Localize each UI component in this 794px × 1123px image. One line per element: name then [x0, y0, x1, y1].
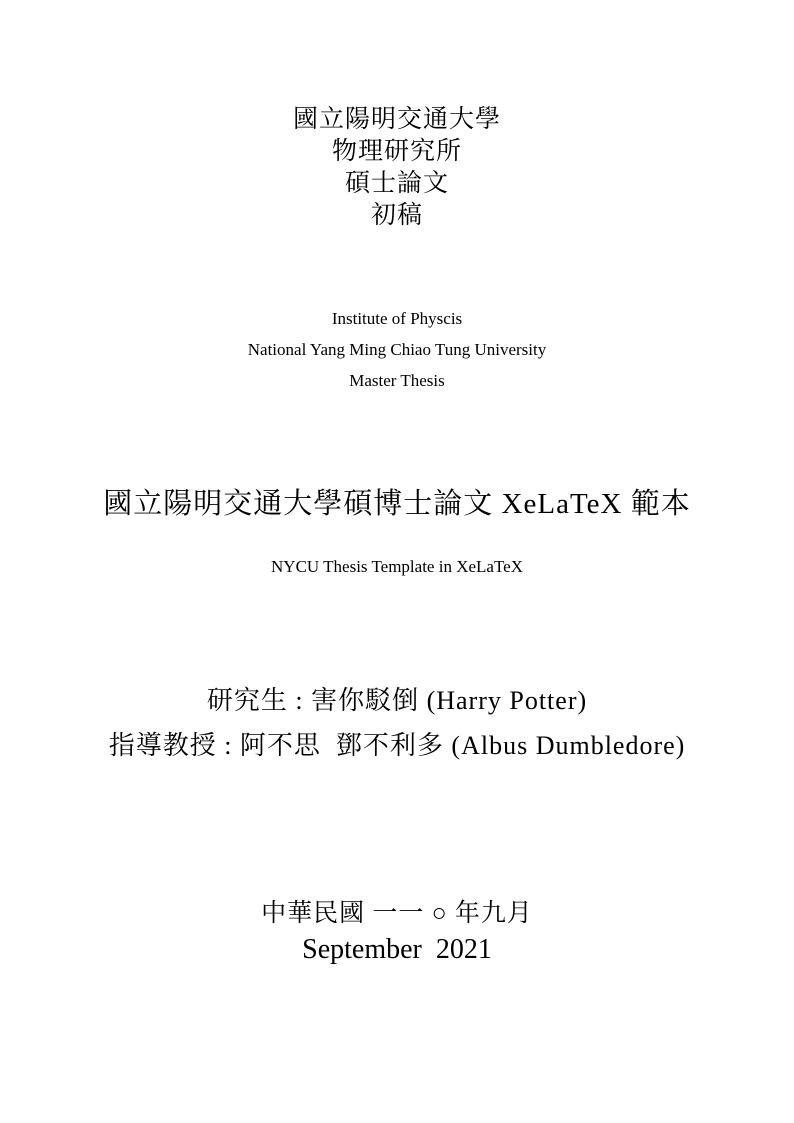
- date-gregorian: September 2021: [302, 934, 492, 965]
- institute-name-en: Institute of Physcis: [331, 309, 463, 328]
- thesis-title-zh: [0, 486, 794, 522]
- header-zh-block: [0, 104, 794, 232]
- student-line: 研究生 : 害你駁倒 (Harry Potter): [206, 686, 588, 715]
- date-roc: 中華民國 一一 ○ 年九月: [261, 900, 533, 927]
- thesis-title-zh-text: 國立陽明交通大學碩博士論文 XeLaTeX 範本: [103, 488, 691, 520]
- date-block: [0, 897, 794, 969]
- thesis-title-en-text: NYCU Thesis Template in XeLaTeX: [271, 557, 523, 576]
- degree-type-en: Master Thesis: [349, 371, 445, 390]
- header-en-block: [0, 303, 794, 396]
- institute-name-zh: 物理研究所: [331, 138, 462, 165]
- university-name-zh: 國立陽明交通大學: [292, 106, 501, 133]
- authors-block: [0, 678, 794, 768]
- degree-type-zh: 碩士論文: [344, 170, 449, 197]
- university-name-en: National Yang Ming Chiao Tung University: [247, 340, 547, 359]
- thesis-title-en: [0, 554, 794, 580]
- advisor-line: 指導教授 : 阿不思 鄧不利多 (Albus Dumbledore): [108, 731, 686, 760]
- draft-label-zh: 初稿: [370, 202, 423, 229]
